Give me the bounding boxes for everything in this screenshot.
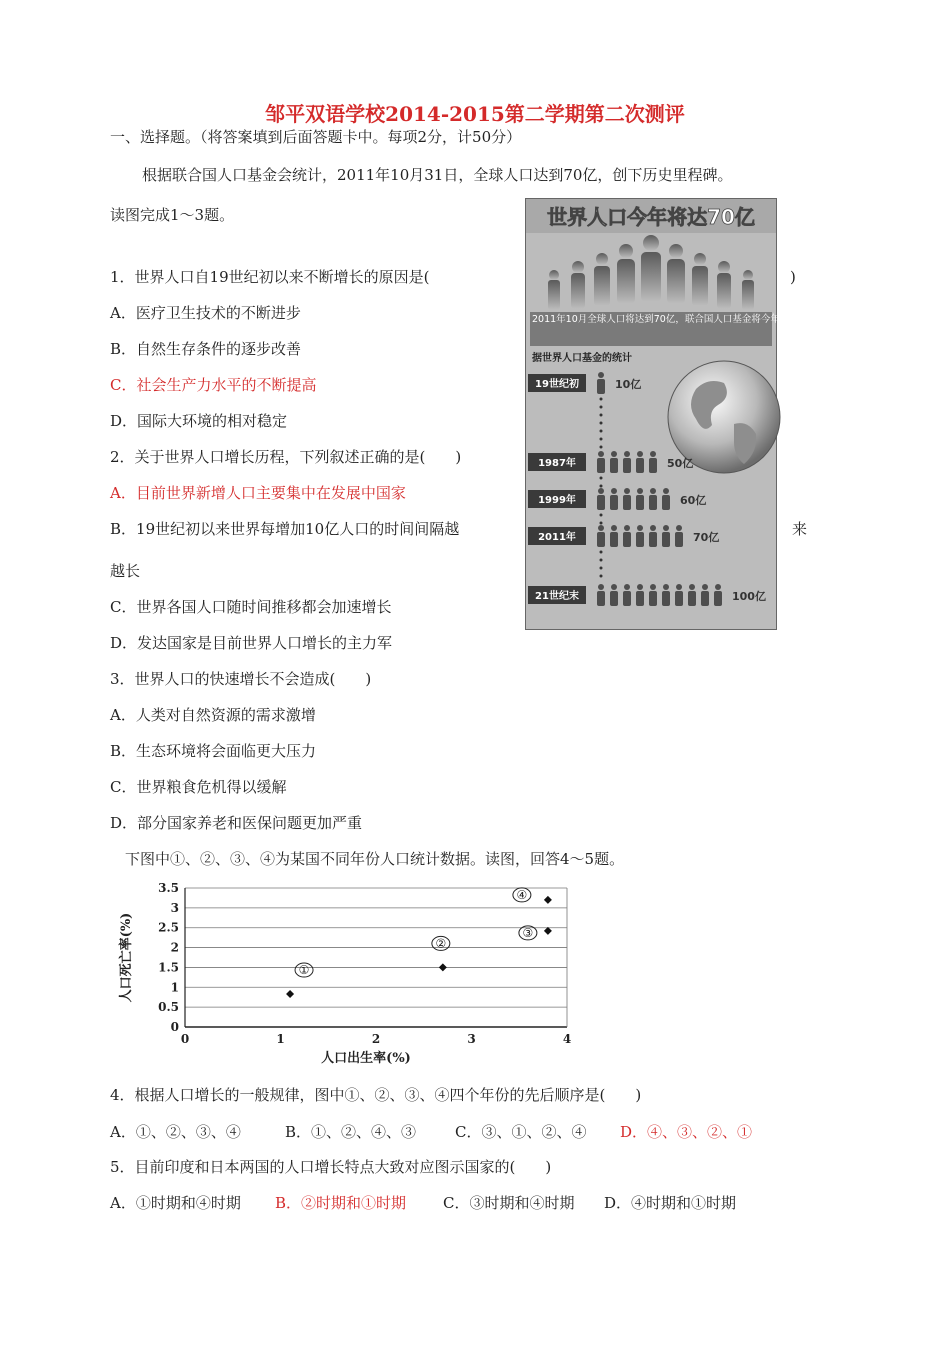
population-value: 70亿 bbox=[693, 531, 720, 544]
person-icon bbox=[636, 451, 644, 473]
person-icon bbox=[675, 584, 683, 606]
q4-option-b: B．①、②、④、③ bbox=[285, 1123, 417, 1141]
person-icon bbox=[610, 488, 618, 510]
infographic-art bbox=[526, 199, 897, 629]
person-icon bbox=[610, 525, 618, 547]
x-tick-label: 4 bbox=[562, 1032, 572, 1046]
q2-option-b: B．19世纪初以来世界每增加10亿人口的时间间隔越 bbox=[110, 520, 460, 538]
person-icon bbox=[597, 525, 605, 547]
person-icon bbox=[701, 584, 709, 606]
y-tick-label: 1.5 bbox=[158, 960, 179, 975]
point-label: ③ bbox=[522, 925, 534, 940]
question-1-stem: 1．世界人口自19世纪初以来不断增长的原因是( bbox=[110, 268, 430, 286]
y-axis-label: 人口死亡率(%) bbox=[119, 912, 134, 1003]
person-icon bbox=[649, 451, 657, 473]
q3-option-d: D．部分国家养老和医保问题更加严重 bbox=[110, 814, 363, 832]
person-icon bbox=[636, 488, 644, 510]
q4-option-d-answer: D．④、③、②、① bbox=[620, 1123, 753, 1141]
person-icon bbox=[688, 584, 696, 606]
population-value: 100亿 bbox=[732, 590, 766, 603]
population-value: 60亿 bbox=[680, 494, 707, 507]
infographic-source: 据世界人口基金的统计 bbox=[532, 353, 632, 364]
q5-option-a: A．①时期和④时期 bbox=[110, 1194, 241, 1212]
person-icon bbox=[649, 488, 657, 510]
q1-option-b: B．自然生存条件的逐步改善 bbox=[110, 340, 302, 358]
x-axis-label: 人口出生率(%) bbox=[321, 1051, 411, 1066]
person-icon bbox=[623, 488, 631, 510]
point-label: ② bbox=[435, 936, 447, 951]
person-icon bbox=[623, 451, 631, 473]
person-icon bbox=[610, 584, 618, 606]
page-title: 邹平双语学校2014-2015第二学期第二次测评 bbox=[265, 102, 685, 126]
population-infographic bbox=[525, 198, 897, 630]
person-icon bbox=[714, 584, 722, 606]
q1-option-c-answer: C．社会生产力水平的不断提高 bbox=[110, 376, 317, 394]
population-value: 50亿 bbox=[667, 457, 694, 470]
q4-option-c: C．③、①、②、④ bbox=[455, 1123, 587, 1141]
year-label: 21世纪末 bbox=[535, 591, 579, 602]
year-label: 19世纪初 bbox=[535, 379, 579, 390]
person-icon bbox=[597, 372, 605, 394]
person-icon bbox=[675, 525, 683, 547]
question-1-close: ) bbox=[790, 268, 796, 286]
person-icon bbox=[597, 584, 605, 606]
y-tick-label: 2.5 bbox=[158, 920, 179, 935]
q3-option-c: C．世界粮食危机得以缓解 bbox=[110, 778, 287, 796]
x-tick-label: 3 bbox=[467, 1032, 476, 1046]
q5-option-b-answer: B．②时期和①时期 bbox=[275, 1194, 407, 1212]
question-2-stem: 2．关于世界人口增长历程，下列叙述正确的是( ) bbox=[110, 448, 462, 466]
q2-option-d: D．发达国家是目前世界人口增长的主力军 bbox=[110, 634, 393, 652]
y-tick-label: 0.5 bbox=[158, 1000, 179, 1015]
person-icon bbox=[662, 488, 670, 510]
q3-option-b: B．生态环境将会面临更大压力 bbox=[110, 742, 317, 760]
person-icon bbox=[623, 525, 631, 547]
q2-option-b-tail: 来 bbox=[792, 520, 808, 538]
person-icon bbox=[662, 525, 670, 547]
person-icon bbox=[636, 584, 644, 606]
q2-option-b-continued: 越长 bbox=[110, 562, 141, 580]
person-icon bbox=[623, 584, 631, 606]
section-header: 一、选择题。（将答案填到后面答题卡中。每项2分，计50分） bbox=[110, 128, 522, 146]
q1-option-d: D．国际大环境的相对稳定 bbox=[110, 412, 288, 430]
year-label: 1987年 bbox=[538, 458, 576, 469]
infographic-title: 世界人口今年将达70亿 bbox=[547, 205, 755, 229]
q3-option-a: A．人类对自然资源的需求激增 bbox=[110, 706, 316, 724]
person-icon bbox=[662, 584, 670, 606]
infographic-caption: 2011年10月全球人口将达到70亿，联合国人口基金将今年主题确定为“70亿人的世界” bbox=[532, 314, 897, 325]
x-tick-label: 0 bbox=[180, 1032, 190, 1046]
q4-option-a: A．①、②、③、④ bbox=[110, 1123, 241, 1141]
q1-option-a: A．医疗卫生技术的不断进步 bbox=[110, 304, 301, 322]
y-tick-label: 1 bbox=[170, 980, 179, 995]
x-tick-label: 1 bbox=[276, 1032, 285, 1046]
intro-instruction: 读图完成1～3题。 bbox=[110, 206, 235, 224]
y-tick-label: 3.5 bbox=[158, 881, 179, 895]
year-label: 2011年 bbox=[538, 532, 576, 543]
scatter-chart-svg bbox=[100, 870, 580, 1070]
person-icon bbox=[649, 584, 657, 606]
question-3-stem: 3．世界人口的快速增长不会造成( ) bbox=[110, 670, 372, 688]
person-icon bbox=[649, 525, 657, 547]
q2-option-a-answer: A．目前世界新增人口主要集中在发展中国家 bbox=[110, 484, 406, 502]
y-tick-label: 0 bbox=[170, 1020, 179, 1034]
q5-option-c: C．③时期和④时期 bbox=[443, 1194, 575, 1212]
population-value: 10亿 bbox=[615, 378, 642, 391]
year-label: 1999年 bbox=[538, 495, 576, 506]
data-point bbox=[544, 896, 552, 904]
point-label: ① bbox=[298, 963, 310, 978]
q2-option-c: C．世界各国人口随时间推移都会加速增长 bbox=[110, 598, 392, 616]
point-label: ④ bbox=[516, 887, 528, 902]
person-icon bbox=[636, 525, 644, 547]
y-tick-label: 2 bbox=[170, 940, 179, 955]
data-point bbox=[286, 990, 294, 998]
birth-death-rate-chart bbox=[100, 870, 580, 1070]
person-icon bbox=[597, 451, 605, 473]
question-4-stem: 4．根据人口增长的一般规律，图中①、②、③、④四个年份的先后顺序是( ) bbox=[110, 1086, 642, 1104]
person-icon bbox=[597, 488, 605, 510]
chart-intro: 下图中①、②、③、④为某国不同年份人口统计数据。读图，回答4～5题。 bbox=[125, 850, 625, 868]
person-icon bbox=[610, 451, 618, 473]
y-tick-label: 3 bbox=[170, 900, 179, 915]
x-tick-label: 2 bbox=[371, 1032, 381, 1046]
data-point bbox=[439, 963, 447, 971]
intro-paragraph: 根据联合国人口基金会统计，2011年10月31日，全球人口达到70亿，创下历史里程碑。 bbox=[142, 166, 733, 184]
question-5-stem: 5．目前印度和日本两国的人口增长特点大致对应图示国家的( ) bbox=[110, 1158, 552, 1176]
q5-option-d: D．④时期和①时期 bbox=[604, 1194, 737, 1212]
